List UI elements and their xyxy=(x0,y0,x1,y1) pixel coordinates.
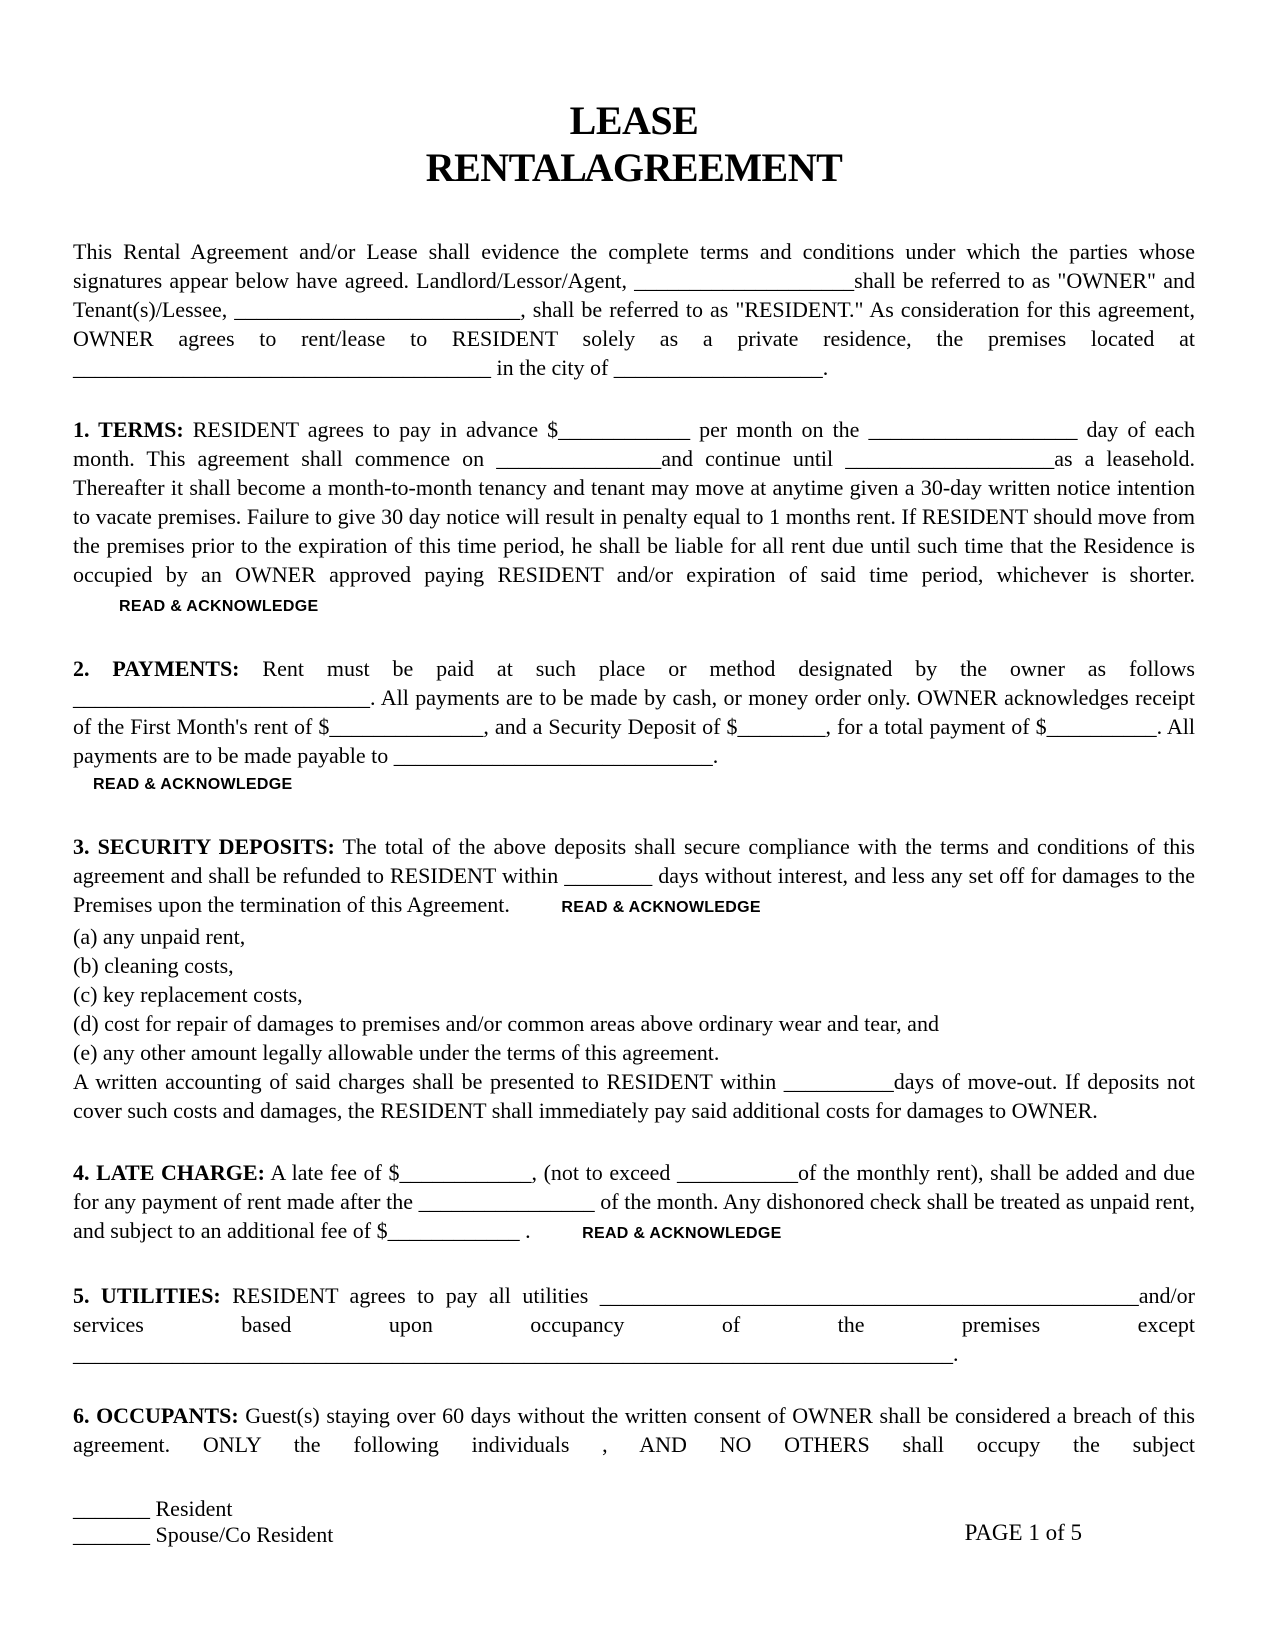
section-security-deposits-heading: 3. SECURITY DEPOSITS: xyxy=(73,834,335,859)
section-late-charge xyxy=(73,1158,1195,1248)
section-occupants-heading: 6. OCCUPANTS: xyxy=(73,1403,239,1428)
section-payments xyxy=(73,654,1195,799)
deduction-item-a: (a) any unpaid rent, xyxy=(73,924,246,949)
footer-resident-line xyxy=(73,1496,1195,1522)
spouse-label: Spouse/Co Resident xyxy=(155,1522,334,1547)
section-utilities-heading: 5. UTILITIES: xyxy=(73,1283,221,1308)
page-number: PAGE 1 of 5 xyxy=(964,1520,1082,1545)
section-occupants xyxy=(73,1401,1195,1459)
section-security-deposits xyxy=(73,832,1195,1125)
section-payments-heading: 2. PAYMENTS: xyxy=(73,656,240,681)
resident-signature-blank: _______ xyxy=(73,1496,150,1521)
section-terms-heading: 1. TERMS: xyxy=(73,417,184,442)
section-utilities-body: RESIDENT agrees to pay all utilities _________________________________________________and/or services based upon occupancy of the premises except ________________________________________________________________________________. xyxy=(73,1283,1195,1366)
spouse-signature-blank: _______ xyxy=(73,1522,150,1547)
section-utilities xyxy=(73,1281,1195,1368)
deduction-item-e: (e) any other amount legally allowable under the terms of this agreement. xyxy=(73,1040,720,1065)
section-occupants-body: Guest(s) staying over 60 days without the written consent of OWNER shall be considered a breach of this agreement. ONLY the following individuals , AND NO OTHERS shall occupy the subject xyxy=(73,1403,1195,1457)
read-acknowledge-badge: READ & ACKNOWLEDGE xyxy=(93,776,293,793)
title-line-lease: LEASE xyxy=(569,98,699,143)
read-acknowledge-badge: READ & ACKNOWLEDGE xyxy=(119,598,319,615)
section-security-deposits-body: The total of the above deposits shall secure compliance with the terms and conditions of this agreement and shall be refunded to RESIDENT within ________ days without interest, and less any set off for damages to the Premises upon the termination of this Agreement. xyxy=(73,834,1195,917)
page-footer xyxy=(73,1496,1195,1548)
deduction-item-c: (c) key replacement costs, xyxy=(73,982,303,1007)
section-terms xyxy=(73,415,1195,621)
section-late-charge-heading: 4. LATE CHARGE: xyxy=(73,1160,265,1185)
document-title xyxy=(73,97,1195,191)
deduction-item-b: (b) cleaning costs, xyxy=(73,953,234,978)
read-acknowledge-badge: READ & ACKNOWLEDGE xyxy=(561,899,761,916)
deduction-item-d: (d) cost for repair of damages to premises and/or common areas above ordinary wear and tear, and xyxy=(73,1011,939,1036)
section-late-charge-body: A late fee of $____________, (not to exceed ___________of the monthly rent), shall be added and due for any payment of rent made after the ________________ of the month. Any dishonored check shall be treated as unpaid rent, and subject to an additional fee of $____________ . xyxy=(73,1160,1195,1243)
section-security-deposits-accounting: A written accounting of said charges shall be presented to RESIDENT within __________days of move-out. If deposits not cover such costs and damages, the RESIDENT shall immediately pay said additional costs for damages to OWNER. xyxy=(73,1069,1195,1123)
resident-label: Resident xyxy=(155,1496,233,1521)
deduction-list xyxy=(73,922,1195,1067)
section-security-deposits-intro xyxy=(73,832,1195,922)
title-line-rental-agreement: RENTAL AGREEMENT xyxy=(425,145,843,190)
section-terms-body: RESIDENT agrees to pay in advance $____________ per month on the ___________________ day of each month. This agreement shall commence on _______________and continue until ___________________as a leasehold. Thereafter it shall become a month-to-month tenancy and tenant may move at anytime given a 30-day written notice intention to vacate premises. Failure to give 30 day notice will result in penalty equal to 1 months rent. If RESIDENT should move from the premises prior to the expiration of this time period, he shall be liable for all rent due until such time that the Residence is occupied by an OWNER approved paying RESIDENT and/or expiration of said time period, whichever is shorter. xyxy=(73,417,1195,587)
read-acknowledge-badge: READ & ACKNOWLEDGE xyxy=(582,1225,782,1242)
section-payments-body: Rent must be paid at such place or method designated by the owner as follows ___________________________. All payments are to be made by cash, or money order only. OWNER acknowledges receipt of the First Month's rent of $______________, and a Security Deposit of $________, for a total payment of $__________. All payments are to be made payable to _____________________________. xyxy=(73,656,1195,768)
intro-paragraph: This Rental Agreement and/or Lease shall evidence the complete terms and conditions under which the parties whose signatures appear below have agreed. Landlord/Lessor/Agent, ____________________shall be referred to as "OWNER" and Tenant(s)/Lessee, __________________________, shall be referred to as "RESIDENT." As consideration for this agreement, OWNER agrees to rent/lease to RESIDENT solely as a private residence, the premises located at ______________________________________ in the city of ___________________. xyxy=(73,239,1195,380)
